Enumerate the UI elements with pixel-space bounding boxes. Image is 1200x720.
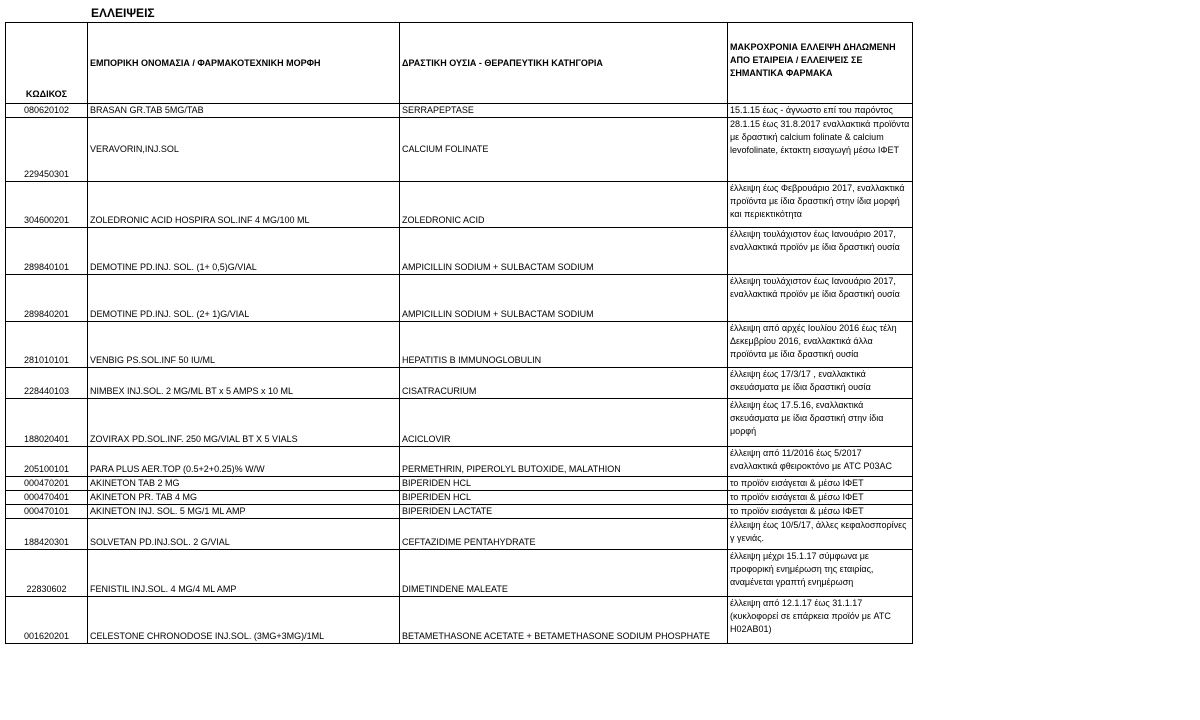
substance-cell: BIPERIDEN HCL	[400, 477, 728, 491]
substance-cell: ACICLOVIR	[400, 399, 728, 447]
name-cell: VENBIG PS.SOL.INF 50 IU/ML	[88, 322, 400, 368]
substance-cell: BIPERIDEN HCL	[400, 491, 728, 505]
code-cell: 281010101	[6, 322, 88, 368]
note-cell: έλλειψη μέχρι 15.1.17 σύμφωνα με προφορική ενημέρωση της εταιρίας, αναμένεται γραπτή ενημέρωση	[728, 550, 913, 597]
substance-cell: PERMETHRIN, PIPEROLYL BUTOXIDE, MALATHION	[400, 447, 728, 477]
code-cell: 001620201	[6, 597, 88, 644]
note-cell: έλλειψη έως 17.5.16, εναλλακτικά σκευάσματα με ίδια δραστική στην ίδια μορφή	[728, 399, 913, 447]
table-row	[6, 368, 913, 399]
table-row	[6, 182, 913, 228]
note-cell: το προϊόν εισάγεται & μέσω ΙΦΕΤ	[728, 477, 913, 491]
name-cell: CELESTONE CHRONODOSE INJ.SOL. (3MG+3MG)/1ML	[88, 597, 400, 644]
note-cell: έλλειψη έως 17/3/17 , εναλλακτικά σκευάσματα με ίδια δραστική ουσία	[728, 368, 913, 399]
table-row	[6, 228, 913, 275]
table-row	[6, 322, 913, 368]
table-row	[6, 597, 913, 644]
name-cell: AKINETON PR. TAB 4 MG	[88, 491, 400, 505]
substance-cell: AMPICILLIN SODIUM + SULBACTAM SODIUM	[400, 275, 728, 322]
substance-cell: DIMETINDENE MALEATE	[400, 550, 728, 597]
table-header-row	[6, 23, 913, 104]
substance-cell: AMPICILLIN SODIUM + SULBACTAM SODIUM	[400, 228, 728, 275]
note-cell: το προϊόν εισάγεται & μέσω ΙΦΕΤ	[728, 505, 913, 519]
note-cell: το προϊόν εισάγεται & μέσω ΙΦΕΤ	[728, 491, 913, 505]
table-row	[6, 118, 913, 182]
table-row	[6, 491, 913, 505]
note-cell: έλλειψη από αρχές Ιουλίου 2016 έως τέλη Δεκεμβρίου 2016, εναλλακτικά άλλα προϊόντα με ίδια δραστική ουσία	[728, 322, 913, 368]
name-cell: AKINETON TAB 2 MG	[88, 477, 400, 491]
code-cell: 188420301	[6, 519, 88, 550]
table-row	[6, 447, 913, 477]
name-cell: DEMOTINE PD.INJ. SOL. (2+ 1)G/VIAL	[88, 275, 400, 322]
code-cell: 080620102	[6, 104, 88, 118]
substance-cell: CEFTAZIDIME PENTAHYDRATE	[400, 519, 728, 550]
table-row	[6, 505, 913, 519]
note-cell: 15.1.15 έως - άγνωστο επί του παρόντος	[728, 104, 913, 118]
name-cell: DEMOTINE PD.INJ. SOL. (1+ 0,5)G/VIAL	[88, 228, 400, 275]
code-cell: 304600201	[6, 182, 88, 228]
name-cell: ZOVIRAX PD.SOL.INF. 250 MG/VIAL BT X 5 VIALS	[88, 399, 400, 447]
substance-cell: HEPATITIS B IMMUNOGLOBULIN	[400, 322, 728, 368]
name-cell: ZOLEDRONIC ACID HOSPIRA SOL.INF 4 MG/100 ML	[88, 182, 400, 228]
table-row	[6, 275, 913, 322]
substance-cell: SERRAPEPTASE	[400, 104, 728, 118]
table-row	[6, 550, 913, 597]
name-cell: SOLVETAN PD.INJ.SOL. 2 G/VIAL	[88, 519, 400, 550]
page-title: ΕΛΛΕΙΨΕΙΣ	[91, 6, 155, 20]
table-row	[6, 477, 913, 491]
code-cell: 188020401	[6, 399, 88, 447]
note-cell: έλλειψη έως 10/5/17, άλλες κεφαλοσπορίνες γ γενιάς.	[728, 519, 913, 550]
substance-cell: ZOLEDRONIC ACID	[400, 182, 728, 228]
note-cell: έλλειψη από 12.1.17 έως 31.1.17 (κυκλοφορεί σε επάρκεια προϊόν με ATC H02AB01)	[728, 597, 913, 644]
note-cell: 28.1.15 έως 31.8.2017 εναλλακτικά προϊόντα με δραστική calcium folinate & calcium levofolinate, έκτακτη εισαγωγή μέσω ΙΦΕΤ	[728, 118, 913, 182]
note-cell: έλλειψη από 11/2016 έως 5/2017 εναλλακτικά φθειροκτόνο με ATC P03AC	[728, 447, 913, 477]
substance-cell: CISATRACURIUM	[400, 368, 728, 399]
table-row	[6, 399, 913, 447]
shortages-table	[5, 22, 913, 644]
code-cell: 228440103	[6, 368, 88, 399]
header-substance: ΔΡΑΣΤΙΚΗ ΟΥΣΙΑ - ΘΕΡΑΠΕΥΤΙΚΗ ΚΑΤΗΓΟΡΙΑ	[400, 23, 728, 104]
code-cell: 229450301	[6, 118, 88, 182]
table-row	[6, 519, 913, 550]
note-cell: έλλειψη έως Φεβρουάριο 2017, εναλλακτικά προϊόντα με ίδια δραστική στην ίδια μορφή και περιεκτικότητα	[728, 182, 913, 228]
header-code: ΚΩΔΙΚΟΣ	[6, 23, 88, 104]
code-cell: 22830602	[6, 550, 88, 597]
name-cell: AKINETON INJ. SOL. 5 MG/1 ML AMP	[88, 505, 400, 519]
substance-cell: BIPERIDEN LACTATE	[400, 505, 728, 519]
name-cell: FENISTIL INJ.SOL. 4 MG/4 ML AMP	[88, 550, 400, 597]
header-name: ΕΜΠΟΡΙΚΗ ΟΝΟΜΑΣΙΑ / ΦΑΡΜΑΚΟΤΕΧΝΙΚΗ ΜΟΡΦΗ	[88, 23, 400, 104]
table-row	[6, 104, 913, 118]
code-cell: 000470401	[6, 491, 88, 505]
name-cell: PARA PLUS AER.TOP (0.5+2+0.25)% W/W	[88, 447, 400, 477]
code-cell: 205100101	[6, 447, 88, 477]
code-cell: 289840101	[6, 228, 88, 275]
note-cell: έλλειψη τουλάχιστον έως Ιανουάριο 2017, εναλλακτικά προϊόν με ίδια δραστική ουσία	[728, 275, 913, 322]
substance-cell: CALCIUM FOLINATE	[400, 118, 728, 182]
substance-cell: BETAMETHASONE ACETATE + BETAMETHASONE SODIUM PHOSPHATE	[400, 597, 728, 644]
name-cell: BRASAN GR.TAB 5MG/TAB	[88, 104, 400, 118]
code-cell: 000470201	[6, 477, 88, 491]
code-cell: 289840201	[6, 275, 88, 322]
note-cell: έλλειψη τουλάχιστον έως Ιανουάριο 2017, εναλλακτικά προϊόν με ίδια δραστική ουσία	[728, 228, 913, 275]
name-cell: VERAVORIN,INJ.SOL	[88, 118, 400, 182]
code-cell: 000470101	[6, 505, 88, 519]
name-cell: NIMBEX INJ.SOL. 2 MG/ML BT x 5 AMPS x 10 ML	[88, 368, 400, 399]
header-note: ΜΑΚΡΟΧΡΟΝΙΑ ΕΛΛΕΙΨΗ ΔΗΛΩΜΕΝΗ ΑΠΟ ΕΤΑΙΡΕΙΑ / ΕΛΛΕΙΨΕΙΣ ΣΕ ΣΗΜΑΝΤΙΚΑ ΦΑΡΜΑΚΑ	[728, 23, 913, 104]
